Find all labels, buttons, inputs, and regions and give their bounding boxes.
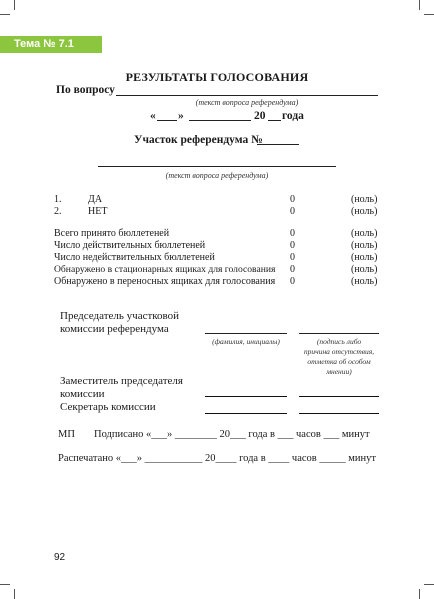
- name-hint: (фамилия, инициалы): [212, 337, 280, 346]
- stat-words: (ноль): [351, 240, 378, 251]
- stat-value: 0: [290, 240, 295, 251]
- date-mid-quote: »: [178, 110, 184, 122]
- year-prefix: 20: [254, 110, 266, 122]
- question-label: По вопросу: [56, 84, 115, 96]
- stat-words: (ноль): [351, 276, 378, 287]
- deputy-name-line: [205, 396, 287, 397]
- crop-mark: [424, 14, 434, 15]
- crop-mark: [14, 589, 15, 599]
- secretary-sign-line: [299, 413, 379, 414]
- printed-line: Распечатано «___» ___________ 20____ года в ____ часов _____ минут: [58, 453, 376, 464]
- crop-mark: [0, 14, 10, 15]
- topic-badge: Тема № 7.1: [0, 36, 102, 53]
- stat-label: Всего принято бюллетеней: [54, 228, 170, 239]
- vote-value: 0: [290, 206, 295, 217]
- sign-hint-4: мнении): [326, 367, 352, 376]
- crop-mark: [0, 584, 10, 585]
- year-suffix: года: [282, 110, 304, 122]
- vote-words: (ноль): [351, 194, 378, 205]
- vote-label: ДА: [88, 194, 103, 205]
- stat-value: 0: [290, 252, 295, 263]
- question-text-hint: (текст вопроса референдума): [165, 171, 269, 180]
- vote-value: 0: [290, 194, 295, 205]
- stat-value: 0: [290, 276, 295, 287]
- vote-number: 1.: [54, 194, 62, 205]
- crop-mark: [419, 0, 420, 10]
- stat-label: Число действительных бюллетеней: [54, 240, 206, 251]
- chair-label-line1: Председатель участковой: [60, 310, 180, 322]
- stat-words: (ноль): [351, 252, 378, 263]
- chair-sign-line: [299, 333, 379, 334]
- sign-hint-1: (подпись либо: [316, 337, 362, 346]
- question-line: [116, 95, 378, 96]
- crop-mark: [14, 0, 15, 10]
- sign-hint-2: причина отсутствия,: [303, 347, 375, 356]
- deputy-label-line1: Заместитель председателя: [60, 375, 183, 387]
- crop-mark: [424, 584, 434, 585]
- district-line: [257, 144, 299, 145]
- vote-label: НЕТ: [88, 206, 108, 217]
- year-line: [268, 120, 281, 121]
- stat-label: Число недействительных бюллетеней: [54, 252, 215, 263]
- vote-words: (ноль): [351, 206, 378, 217]
- stat-words: (ноль): [351, 264, 378, 275]
- date-open-quote: «: [150, 110, 156, 122]
- deputy-sign-line: [299, 396, 379, 397]
- stamp-label: МП: [58, 429, 75, 440]
- stat-words: (ноль): [351, 228, 378, 239]
- page-number: 92: [54, 552, 66, 563]
- crop-mark: [419, 589, 420, 599]
- chair-label-line2: комиссии референдума: [60, 323, 169, 335]
- question-hint: (текст вопроса референдума): [195, 98, 299, 107]
- secretary-label: Секретарь комиссии: [60, 401, 156, 413]
- stat-value: 0: [290, 228, 295, 239]
- sign-hint-3: отметка об особом: [307, 357, 371, 366]
- vote-number: 2.: [54, 206, 62, 217]
- stat-value: 0: [290, 264, 295, 275]
- day-line: [157, 120, 177, 121]
- secretary-name-line: [205, 413, 287, 414]
- chair-name-line: [205, 333, 287, 334]
- page-title: РЕЗУЛЬТАТЫ ГОЛОСОВАНИЯ: [125, 70, 309, 84]
- month-line: [189, 120, 251, 121]
- stat-label: Обнаружено в переносных ящиках для голосования: [54, 276, 276, 287]
- question-text-line: [98, 166, 336, 167]
- deputy-label-line2: комиссии: [60, 388, 105, 400]
- signed-line: Подписано «___» ________ 20___ года в ___ часов ___ минут: [94, 429, 370, 440]
- stat-label: Обнаружено в стационарных ящиках для голосования: [54, 264, 276, 275]
- district-label: Участок референдума №: [134, 134, 263, 146]
